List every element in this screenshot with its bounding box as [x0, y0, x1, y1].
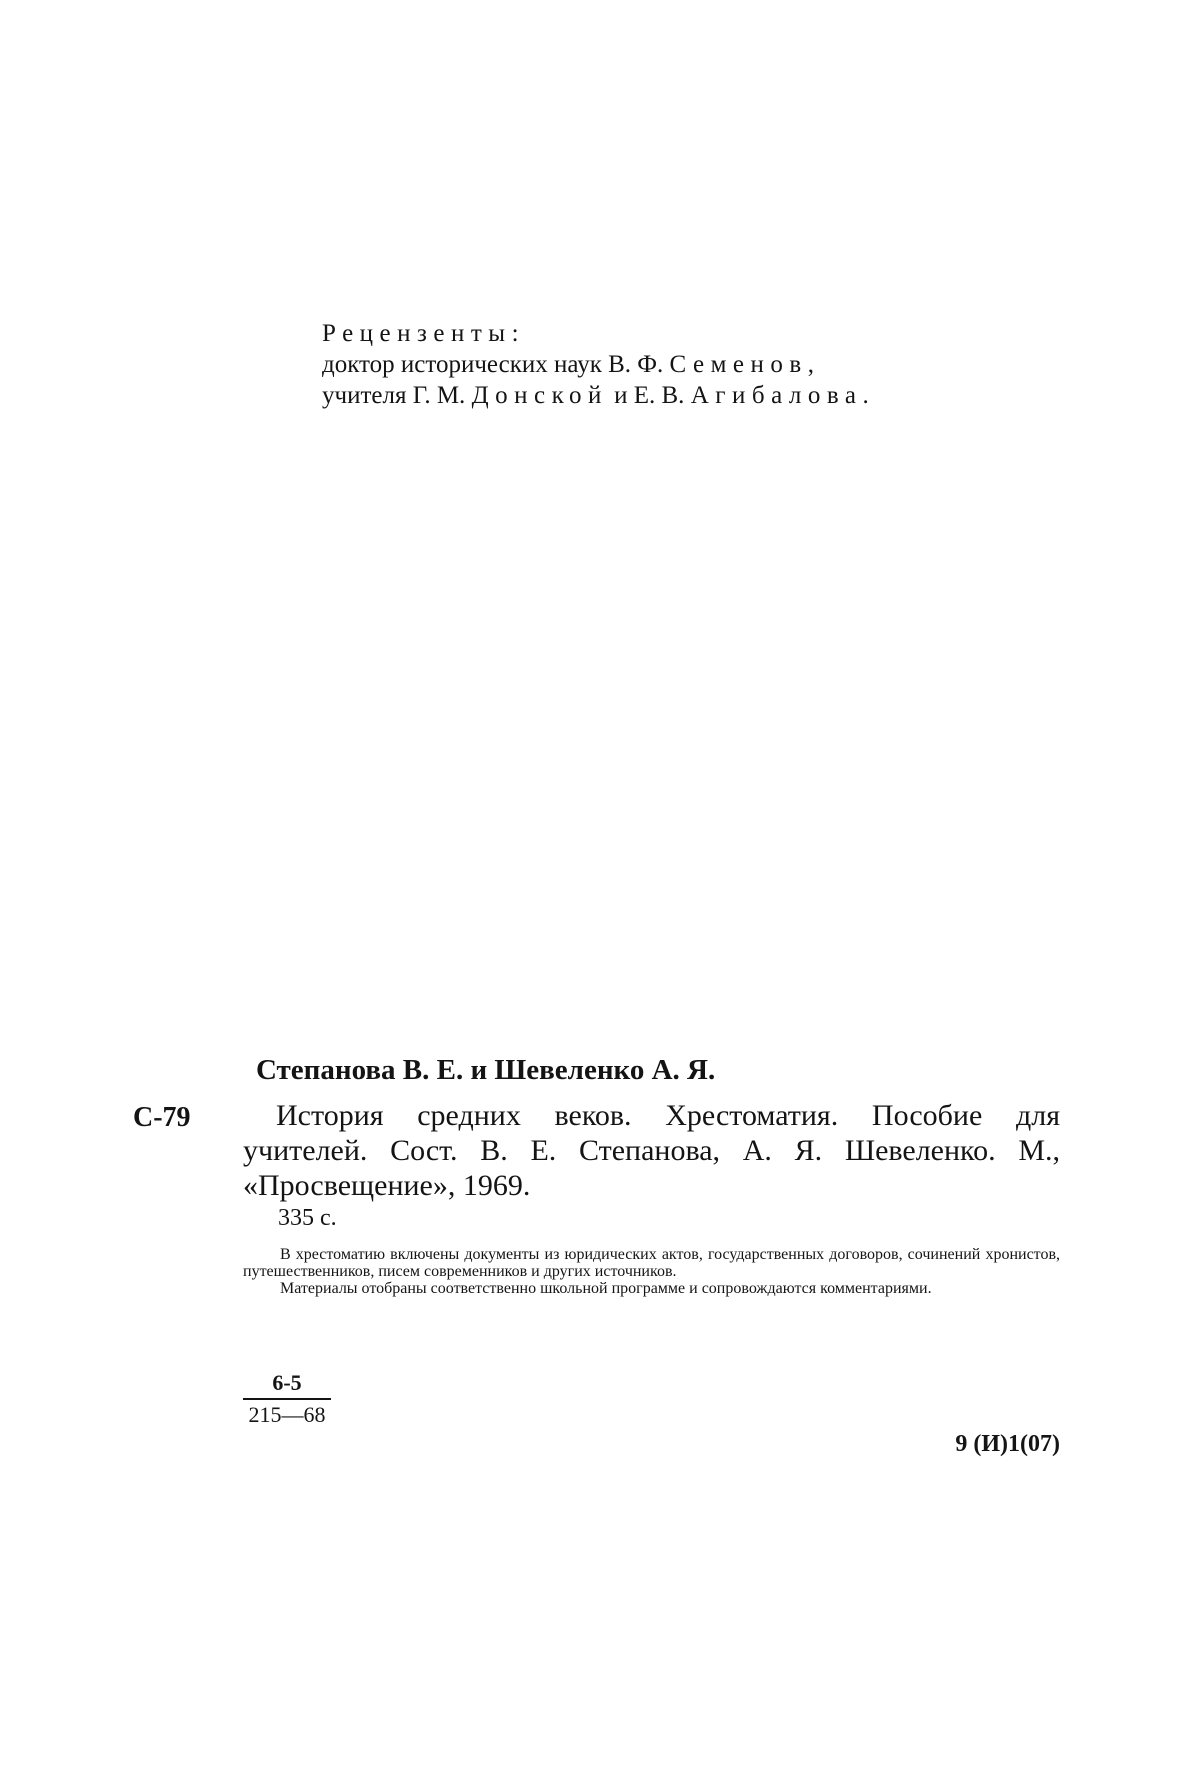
reviewer-2-title: учителя Г. М. — [322, 382, 472, 409]
reviewer-line-1 — [322, 349, 1022, 380]
fraction-numerator: 6-5 — [243, 1370, 331, 1400]
reviewer-1-name: Семенов, — [669, 351, 821, 378]
reviewer-3-initials: и Е. В. — [607, 382, 691, 409]
reviewers-heading: Рецензенты: — [322, 320, 526, 347]
annotation-paragraph-1: В хрестоматию включены документы из юридических актов, государственных договоров, сочинений хронистов, путешественников, писем современников и других источников. — [243, 1246, 1060, 1280]
reviewer-3-name: Агибалова. — [690, 382, 876, 409]
bibliographic-entry: История средних веков. Хрестоматия. Пособие для учителей. Сост. В. Е. Степанова, А. Я. Шевеленко. М., «Просвещение», 1969. — [243, 1099, 1060, 1202]
annotation-paragraph-2: Материалы отобраны соответственно школьной программе и сопровождаются комментариями. — [280, 1280, 932, 1297]
index-code: С-79 — [133, 1102, 191, 1133]
fraction-denominator: 215—68 — [248, 1402, 326, 1427]
author-line: Степанова В. Е. и Шевеленко А. Я. — [256, 1054, 716, 1086]
page-count: 335 с. — [278, 1205, 337, 1231]
reviewer-2-name: Донской — [471, 382, 608, 409]
catalog-fraction — [243, 1370, 331, 1428]
classification-code: 9 (И)1(07) — [955, 1431, 1060, 1457]
annotation — [243, 1246, 1060, 1297]
reviewers-block — [322, 318, 1022, 411]
reviewer-1-title: доктор исторических наук В. Ф. — [322, 351, 670, 378]
reviewer-line-2 — [322, 380, 1022, 411]
